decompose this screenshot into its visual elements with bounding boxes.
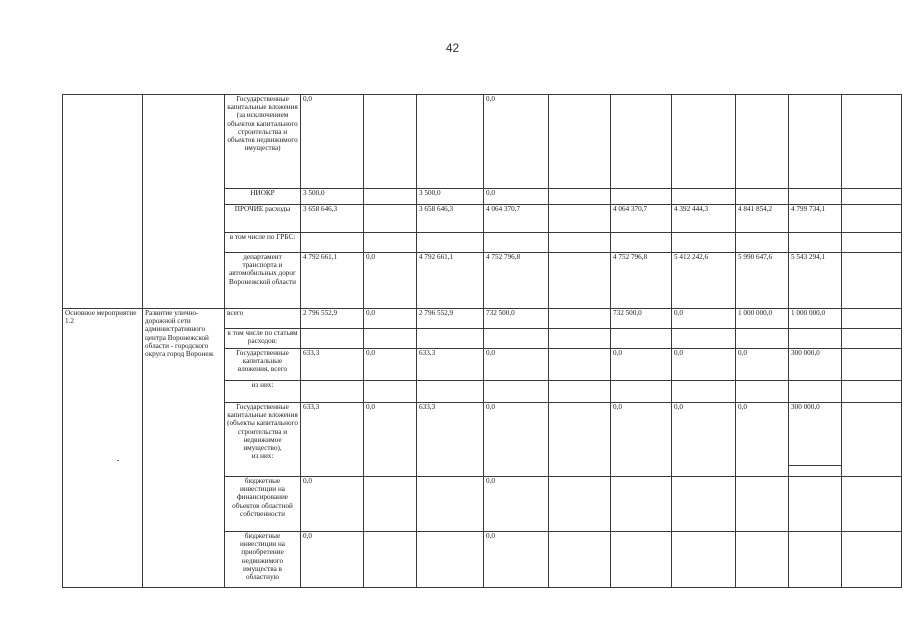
value-cell [842,205,902,233]
value-cell: 0,0 [672,309,736,329]
value-cell [736,532,789,588]
value-cell [736,189,789,205]
value-cell [484,381,549,403]
value-cell [789,233,842,253]
value-cell [549,532,611,588]
status-cell [63,95,143,309]
value-cell [842,349,902,381]
value-cell [364,532,417,588]
value-cell: 0,0 [364,349,417,381]
value-cell: 5 412 242,6 [672,253,736,309]
value-cell: 732 500,0 [611,309,672,329]
value-cell [417,477,484,532]
value-cell: 0,0 [672,403,736,477]
value-cell [789,381,842,403]
value-cell [364,95,417,189]
value-cell: 0,0 [484,403,549,477]
value-cell [484,329,549,349]
value-cell [789,477,842,532]
value-cell [842,403,902,477]
row-label: Государственные капитальные вложения (за исключением объектов капитального строительства и объектов недвижимого имущества) [225,95,301,189]
name-cell: Развитие улично-дорожной сети административного центра Воронежской области - городского округа город Воронеж [143,309,225,588]
row-label: департамент транспорта и автомобильных дорог Воронежской области [225,253,301,309]
value-cell: 2 796 552,9 [301,309,364,329]
value-cell [842,95,902,189]
value-cell [301,233,364,253]
value-cell [672,233,736,253]
value-cell: 0,0 [484,532,549,588]
value-cell [842,532,902,588]
value-cell [484,233,549,253]
value-cell [364,205,417,233]
value-cell [549,205,611,233]
value-cell [549,477,611,532]
value-cell [549,95,611,189]
row-label: всего [225,309,301,329]
value-cell: 2 796 552,9 [417,309,484,329]
value-cell: 633,3 [301,403,364,477]
value-cell: 0,0 [484,189,549,205]
value-cell [611,477,672,532]
value-cell [842,381,902,403]
value-cell: 633,3 [301,349,364,381]
value-cell [364,329,417,349]
value-cell [842,233,902,253]
row-label: бюджетные инвестиции на приобретение недвижимого имущества в областную [225,532,301,588]
scan-speck [117,460,119,461]
value-cell [417,95,484,189]
value-cell: 0,0 [484,349,549,381]
value-cell: 4 792 661,1 [301,253,364,309]
value-cell [842,253,902,309]
value-cell: 4 752 796,8 [484,253,549,309]
value-cell [417,381,484,403]
value-cell [736,329,789,349]
value-cell: 0,0 [736,403,789,477]
value-cell [611,381,672,403]
row-label: ПРОЧИЕ расходы [225,205,301,233]
value-cell [736,381,789,403]
value-cell: 3 658 646,3 [301,205,364,233]
value-cell [549,309,611,329]
value-cell: 4 841 854,2 [736,205,789,233]
row-label-sub: из них: [251,452,274,461]
value-cell [842,329,902,349]
value-cell: 4 392 444,3 [672,205,736,233]
value-cell [364,189,417,205]
value-cell [672,95,736,189]
row-label-main: Государственные капитальные вложения (объекты капитального строительства и недвижимое имущество), [227,403,298,453]
value-cell: 0,0 [672,349,736,381]
value-cell [549,233,611,253]
name-cell [143,95,225,309]
value-cell: 1 000 000,0 [789,309,842,329]
page-number: 42 [445,41,460,55]
value-cell: 3 500,0 [301,189,364,205]
value-cell: 4 064 370,7 [484,205,549,233]
value-cell [549,349,611,381]
row-label [225,403,301,477]
value-cell: 0,0 [301,477,364,532]
value-cell: 5 990 647,6 [736,253,789,309]
value-cell: 0,0 [611,403,672,477]
value-cell [611,95,672,189]
value-cell [549,253,611,309]
row-label: в том числе по ГРБС: [225,233,301,253]
value-cell [842,309,902,329]
value-cell [736,95,789,189]
value-cell [301,381,364,403]
row-label: из них: [225,381,301,403]
value-cell [789,403,842,477]
value-cell-part: 300 000,0 [789,403,841,466]
value-cell: 4 799 734,1 [789,205,842,233]
budget-table [62,94,902,588]
value-cell: 633,3 [417,403,484,477]
value-cell: 0,0 [364,403,417,477]
value-cell: 4 792 661,1 [417,253,484,309]
value-cell: 3 500,0 [417,189,484,205]
value-cell [736,233,789,253]
value-cell [611,233,672,253]
value-cell [611,532,672,588]
value-cell [672,477,736,532]
value-cell [672,381,736,403]
value-cell: 300 000,0 [789,349,842,381]
value-cell [611,189,672,205]
value-cell [417,329,484,349]
value-cell [549,189,611,205]
value-cell [789,95,842,189]
row-label: Государственные капитальные вложения, всего [225,349,301,381]
value-cell [789,532,842,588]
table-row [63,309,902,329]
value-cell: 4 752 796,8 [611,253,672,309]
value-cell: 0,0 [484,95,549,189]
row-label: в том числе по статьям расходов: [225,329,301,349]
value-cell: 3 658 646,3 [417,205,484,233]
value-cell [301,329,364,349]
value-cell [672,532,736,588]
value-cell [549,329,611,349]
value-cell: 732 500,0 [484,309,549,329]
value-cell [672,329,736,349]
value-cell: 0,0 [611,349,672,381]
value-cell [364,477,417,532]
value-cell: 0,0 [484,477,549,532]
value-cell [672,189,736,205]
value-cell [417,532,484,588]
value-cell [417,233,484,253]
value-cell [789,329,842,349]
status-cell: Основное мероприятие 1.2 [63,309,143,588]
value-cell: 0,0 [736,349,789,381]
value-cell [364,233,417,253]
value-cell [736,477,789,532]
row-label: НИОКР [225,189,301,205]
value-cell: 1 000 000,0 [736,309,789,329]
value-cell [842,477,902,532]
value-cell: 0,0 [364,309,417,329]
value-cell: 633,3 [417,349,484,381]
value-cell: 0,0 [301,532,364,588]
value-cell [842,189,902,205]
row-label: бюджетные инвестиции на финансирование объектов областной собственности [225,477,301,532]
value-cell [549,381,611,403]
value-cell: 0,0 [301,95,364,189]
value-cell [789,189,842,205]
value-cell [611,329,672,349]
value-cell: 0,0 [364,253,417,309]
value-cell [549,403,611,477]
value-cell: 4 064 370,7 [611,205,672,233]
value-cell [364,381,417,403]
table-row [63,95,902,189]
value-cell: 5 543 294,1 [789,253,842,309]
